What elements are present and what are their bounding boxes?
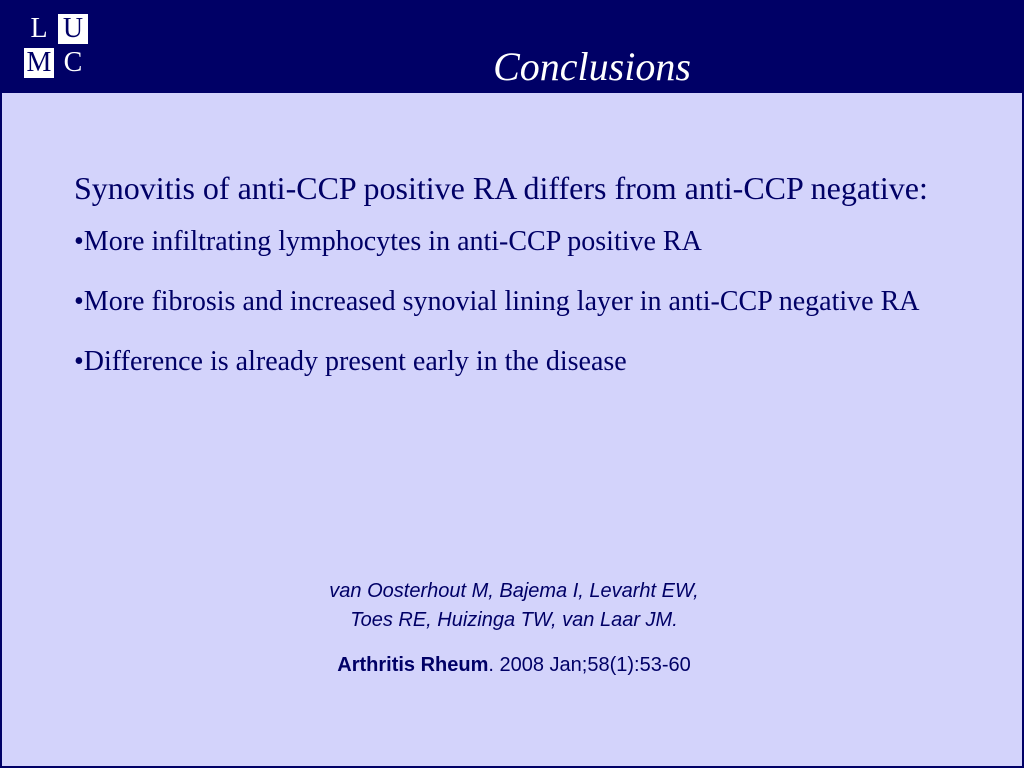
intro-paragraph: Synovitis of anti-CCP positive RA differs from anti-CCP negative: bbox=[74, 170, 928, 206]
journal-details: . 2008 Jan;58(1):53-60 bbox=[488, 654, 691, 676]
journal-name: Arthritis Rheum bbox=[337, 654, 489, 676]
bullet-early-disease: •Difference is already present early in the disease bbox=[74, 346, 627, 377]
slide-title: Conclusions bbox=[493, 44, 691, 89]
logo-letter-m: M bbox=[24, 48, 54, 78]
logo-letter-c: C bbox=[63, 47, 83, 78]
authors-line-2: Toes RE, Huizinga TW, van Laar JM bbox=[350, 609, 673, 631]
reference-authors bbox=[214, 577, 814, 635]
slide-body bbox=[74, 165, 944, 402]
logo-letter-l: L bbox=[30, 13, 48, 44]
bullet-lymphocytes: •More infiltrating lymphocytes in anti-CCP positive RA bbox=[74, 226, 702, 257]
reference-citation bbox=[214, 577, 814, 678]
authors-period: . bbox=[672, 609, 678, 631]
bullet-fibrosis: •More fibrosis and increased synovial lining layer in anti-CCP negative RA bbox=[74, 286, 920, 317]
slide-header bbox=[2, 0, 1024, 93]
reference-journal-line bbox=[214, 652, 814, 678]
authors-line-1: van Oosterhout M, Bajema I, Levarht EW, bbox=[329, 580, 699, 602]
logo-letter-u: U bbox=[58, 14, 88, 44]
